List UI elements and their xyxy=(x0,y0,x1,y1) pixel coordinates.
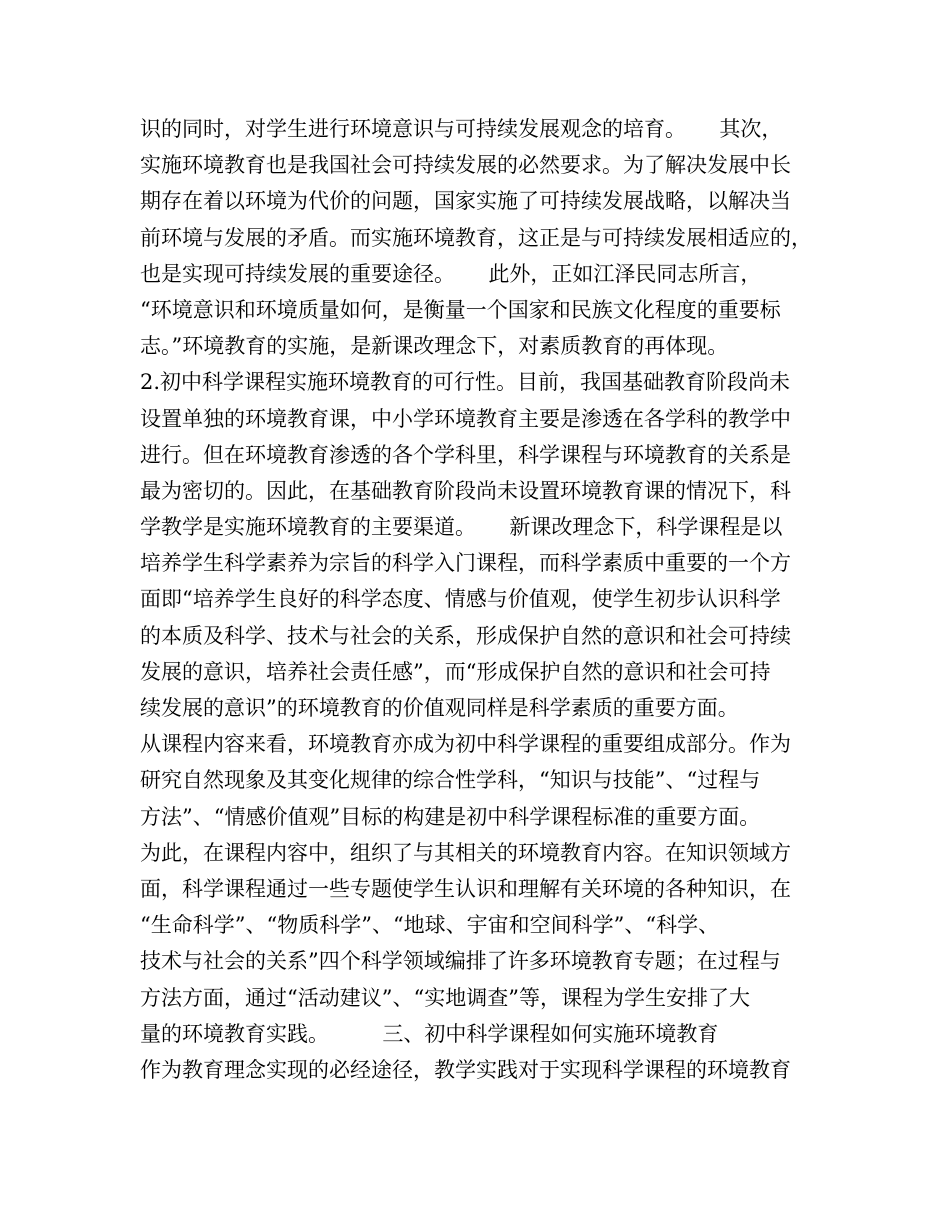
text-line: 面即“培养学生良好的科学态度、情感与价值观，使学生初步认识科学 xyxy=(140,587,781,612)
text-line: 也是实现可持续发展的重要途径。 此外，正如江泽民同志所言， xyxy=(140,261,762,286)
text-line: 设置单独的环境教育课，中小学环境教育主要是渗透在各学科的教学中 xyxy=(140,406,791,431)
text-line: 量的环境教育实践。 三、初中科学课程如何实施环境教育 xyxy=(140,1021,719,1046)
text-line: 方法”、“情感价值观”目标的构建是初中科学课程标准的重要方面。 xyxy=(140,804,761,829)
text-line: 发展的意识，培养社会责任感”，而“形成保护自然的意识和社会可持 xyxy=(140,659,771,684)
text-line: “环境意识和环境质量如何，是衡量一个国家和民族文化程度的重要标 xyxy=(140,297,781,322)
text-line: 方法方面，通过“活动建议”、“实地调查”等，课程为学生安排了大 xyxy=(140,985,750,1010)
text-line: “生命科学”、“物质科学”、“地球、宇宙和空间科学”、“科学、 xyxy=(140,913,720,938)
text-line: 研究自然现象及其变化规律的综合性学科，“知识与技能”、“过程与 xyxy=(140,768,761,793)
text-line: 续发展的意识”的环境教育的价值观同样是科学素质的重要方面。 xyxy=(140,696,739,720)
text-line: 为此，在课程内容中，组织了与其相关的环境教育内容。在知识领域方 xyxy=(140,840,791,865)
text-line: 进行。但在环境教育渗透的各个学科里，科学课程与环境教育的关系是 xyxy=(140,442,791,467)
text-line: 志。”环境教育的实施，是新课改理念下，对素质教育的再体现。 xyxy=(140,334,729,359)
body-text xyxy=(140,111,820,1088)
text-line: 从课程内容来看，环境教育亦成为初中科学课程的重要组成部分。作为 xyxy=(140,732,791,757)
text-line: 最为密切的。因此，在基础教育阶段尚未设置环境教育课的情况下，科 xyxy=(140,478,791,503)
text-line: 识的同时，对学生进行环境意识与可持续发展观念的培育。 其次， xyxy=(140,117,783,141)
text-line: 培养学生科学素养为宗旨的科学入门课程，而科学素质中重要的一个方 xyxy=(140,551,791,576)
text-line: 学教学是实施环境教育的主要渠道。 新课改理念下，科学课程是以 xyxy=(140,515,783,540)
text-line: 期存在着以环境为代价的问题，国家实施了可持续发展战略，以解决当 xyxy=(140,189,791,214)
text-line: 前环境与发展的矛盾。而实施环境教育，这正是与可持续发展相适应的， xyxy=(140,225,812,250)
text-line: 面，科学课程通过一些专题使学生认识和理解有关环境的各种知识，在 xyxy=(140,876,791,901)
text-line: 实施环境教育也是我国社会可持续发展的必然要求。为了解决发展中长 xyxy=(140,153,791,178)
text-line: 作为教育理念实现的必经途径，教学实践对于实现科学课程的环境教育 xyxy=(140,1057,791,1082)
text-line: 的本质及科学、技术与社会的关系，形成保护自然的意识和社会可持续 xyxy=(140,623,791,648)
text-line: 2.初中科学课程实施环境教育的可行性。目前，我国基础教育阶段尚未 xyxy=(140,370,791,395)
text-line: 技术与社会的关系”四个科学领域编排了许多环境教育专题；在过程与 xyxy=(140,949,781,974)
